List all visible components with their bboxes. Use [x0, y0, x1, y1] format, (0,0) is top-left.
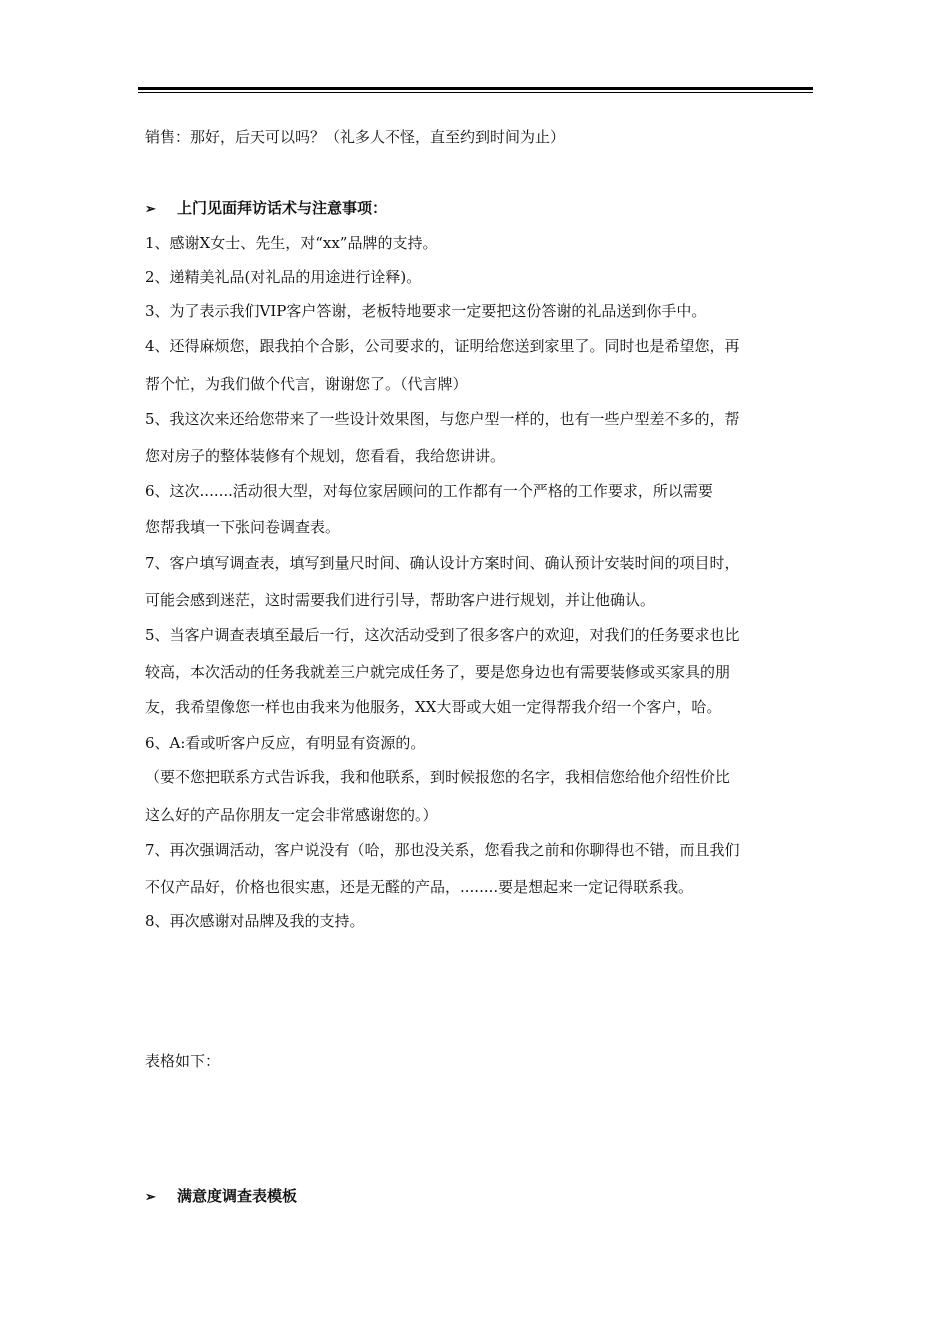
body-line: 8、再次感谢对品牌及我的支持。: [145, 912, 365, 930]
section-heading-visit: [145, 198, 387, 220]
header-rule-thin: [138, 92, 813, 93]
body-line: 3、为了表示我们VIP客户答谢，老板特地要求一定要把这份答谢的礼品送到你手中。: [145, 302, 707, 320]
section-title: 上门见面拜访话术与注意事项：: [177, 199, 388, 217]
section-heading-survey: [145, 1186, 297, 1208]
body-line: 5、我这次来还给您带来了一些设计效果图，与您户型一样的，也有一些户型差不多的，帮: [145, 410, 740, 428]
arrow-bullet-icon: ➢: [145, 1190, 156, 1205]
body-line: 您帮我填一下张问卷调查表。: [145, 518, 341, 536]
body-line: 1、感谢X女士、先生，对“xx”品牌的支持。: [145, 234, 438, 252]
body-line: 可能会感到迷茫，这时需要我们进行引导，帮助客户进行规划，并让他确认。: [145, 591, 656, 609]
body-line: 这么好的产品你朋友一定会非常感谢您的。）: [145, 806, 438, 824]
arrow-bullet-icon: ➢: [145, 202, 156, 217]
section-title: 满意度调查表模板: [177, 1187, 298, 1205]
body-line: 您对房子的整体装修有个规划，您看看，我给您讲讲。: [145, 447, 506, 465]
body-line: 帮个忙，为我们做个代言，谢谢您了。（代言牌）: [145, 375, 468, 393]
body-line: 不仅产品好，价格也很实惠，还是无醛的产品，........要是想起来一定记得联系我。: [145, 878, 694, 896]
body-line: 7、再次强调活动，客户说没有（哈，那也没关系，您看我之前和你聊得也不错，而且我们: [145, 841, 740, 859]
body-line: 友，我希望像您一样也由我来为他服务，XX大哥或大姐一定得帮我介绍一个客户，哈。: [145, 698, 722, 716]
body-line: 7、客户填写调查表，填写到量尺时间、确认设计方案时间、确认预计安装时间的项目时，: [145, 554, 740, 572]
body-line: 5、当客户调查表填至最后一行，这次活动受到了很多客户的欢迎，对我们的任务要求也比: [145, 626, 740, 644]
body-line: 6、这次.......活动很大型，对每位家居顾问的工作都有一个严格的工作要求，所以需要: [145, 482, 713, 500]
body-line: 较高，本次活动的任务我就差三户就完成任务了，要是您身边也有需要装修或买家具的朋: [145, 663, 731, 681]
intro-line: 销售：那好，后天可以吗？（礼多人不怪，直至约到时间为止）: [145, 128, 566, 146]
table-intro: 表格如下：: [145, 1052, 221, 1070]
body-line: 6、A:看或听客户反应，有明显有资源的。: [145, 734, 426, 752]
body-line: 4、还得麻烦您，跟我拍个合影，公司要求的，证明给您送到家里了。同时也是希望您，再: [145, 337, 740, 355]
body-line: 2、递精美礼品(对礼品的用途进行诠释)。: [145, 268, 422, 286]
header-rule: [138, 87, 813, 95]
header-rule-thick: [138, 87, 813, 90]
body-line: （要不您把联系方式告诉我，我和他联系，到时候报您的名字，我相信您给他介绍性价比: [145, 768, 731, 786]
